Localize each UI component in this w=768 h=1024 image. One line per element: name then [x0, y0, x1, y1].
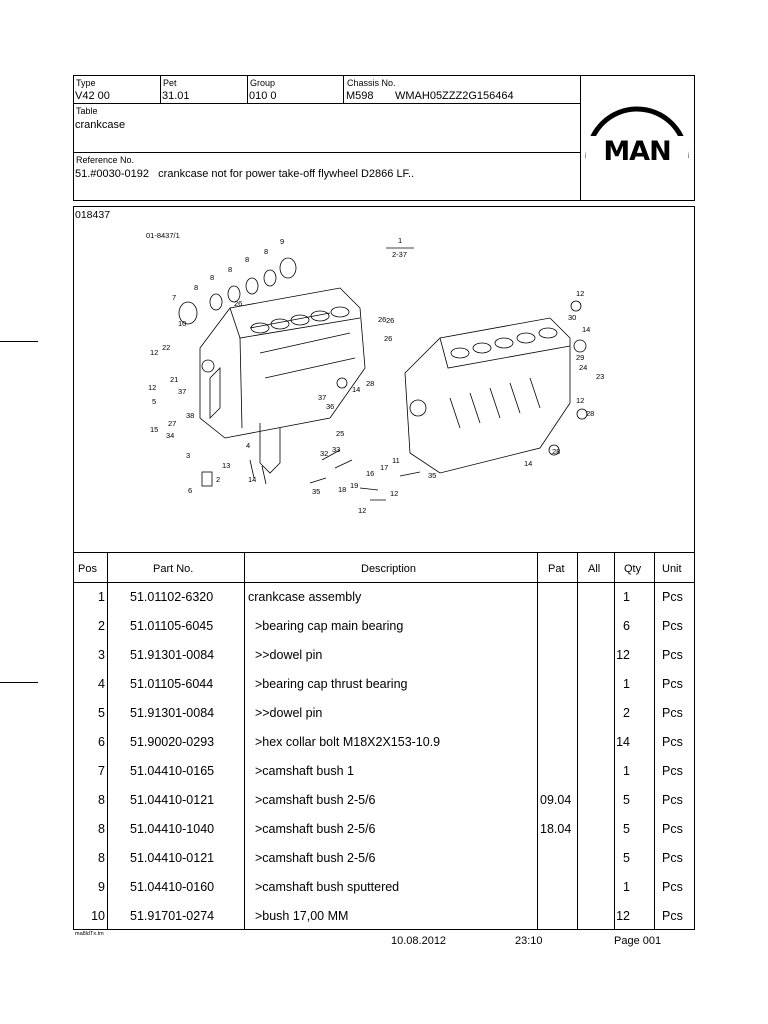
type-value: V42 00 — [75, 90, 110, 102]
row-pos: 10 — [91, 909, 105, 923]
row-unit: Pcs — [662, 706, 683, 720]
table-row — [74, 787, 694, 816]
callout: 12 — [358, 506, 367, 515]
callout: 22 — [162, 343, 171, 352]
footer-file: ma8ldTx.tm — [75, 931, 104, 937]
footer-time: 23:10 — [515, 935, 543, 947]
row-part-no: 51.91301-0084 — [130, 648, 215, 662]
row-part-no: 51.90020-0293 — [130, 735, 215, 749]
table-row — [74, 816, 694, 845]
column-header-pat: Pat — [548, 563, 565, 575]
callout: 29 — [576, 353, 585, 362]
table-row — [74, 584, 694, 613]
row-unit: Pcs — [662, 677, 683, 691]
row-part-no: 51.04410-0121 — [130, 851, 215, 865]
margin-mark-bottom — [0, 682, 38, 683]
row-part-no: 51.04410-0160 — [130, 880, 215, 894]
diagram-ref-bottom: 2-37 — [392, 250, 408, 259]
column-header-description: Description — [361, 563, 417, 575]
chassis-label: Chassis No. — [347, 78, 396, 88]
callout: 28 — [552, 447, 561, 456]
callout: 37 — [318, 393, 327, 402]
callout: 13 — [222, 461, 231, 470]
row-unit: Pcs — [662, 909, 683, 923]
row-description: >camshaft bush 2-5/6 — [248, 793, 376, 807]
diagram-sub-id: 01-8437/1 — [146, 231, 180, 240]
callout: 16 — [366, 469, 375, 478]
row-part-no: 51.01105-6045 — [130, 619, 214, 633]
table-row — [74, 903, 694, 932]
row-pos: 1 — [98, 590, 105, 604]
callout: 32 — [320, 449, 329, 458]
row-part-no: 51.04410-1040 — [130, 822, 215, 836]
row-description: crankcase assembly — [248, 590, 362, 604]
callout: 12 — [150, 348, 159, 357]
callout: 30 — [568, 313, 577, 322]
row-qty: 14 — [616, 735, 630, 749]
callout: 18 — [338, 485, 347, 494]
callout: 34 — [166, 431, 175, 440]
row-pos: 6 — [98, 735, 105, 749]
row-part-no: 51.91301-0084 — [130, 706, 215, 720]
callout: 24 — [579, 363, 588, 372]
row-qty: 1 — [623, 880, 630, 894]
callout: 38 — [186, 411, 195, 420]
callout: 8 — [228, 265, 233, 274]
row-qty: 1 — [623, 590, 630, 604]
header-col1-divider — [160, 75, 161, 103]
row-qty: 5 — [623, 851, 630, 865]
row-pos: 8 — [98, 851, 105, 865]
table-row — [74, 845, 694, 874]
row-unit: Pcs — [662, 851, 683, 865]
row-part-no: 51.04410-0165 — [130, 764, 215, 778]
header-logo-divider — [580, 75, 581, 201]
group-label: Group — [250, 78, 276, 88]
row-description: >>dowel pin — [248, 706, 323, 720]
row-pat: 18.04 — [540, 822, 572, 836]
callout: 26 — [384, 334, 393, 343]
header-row2-divider — [73, 152, 580, 153]
row-qty: 12 — [616, 909, 630, 923]
row-unit: Pcs — [662, 590, 683, 604]
row-pos: 4 — [98, 677, 105, 691]
row-description: >bush 17,00 MM — [248, 909, 349, 923]
callout: 5 — [152, 397, 157, 406]
row-unit: Pcs — [662, 764, 683, 778]
callout: 14 — [248, 475, 257, 484]
table-row — [74, 729, 694, 758]
row-qty: 2 — [623, 706, 630, 720]
callout: 14 — [582, 325, 591, 334]
reference-value: 51.#0030-0192 crankcase not for power take-off flywheel D2866 LF.. — [75, 168, 415, 180]
column-header-qty: Qty — [624, 563, 642, 575]
callout: 36 — [326, 402, 335, 411]
callout: 9 — [280, 237, 285, 246]
callout: 3 — [186, 451, 191, 460]
row-qty: 6 — [623, 619, 630, 633]
callout: 12 — [576, 289, 585, 298]
row-unit: Pcs — [662, 793, 683, 807]
header-col2-divider — [247, 75, 248, 103]
row-pos: 7 — [98, 764, 105, 778]
small-parts-drawing — [202, 301, 587, 500]
table-row — [74, 758, 694, 787]
callout: 27 — [168, 419, 177, 428]
callout: 14 — [524, 459, 533, 468]
callout: 12 — [576, 396, 585, 405]
row-description: >bearing cap main bearing — [248, 619, 404, 633]
row-description: >camshaft bush 1 — [248, 764, 354, 778]
row-unit: Pcs — [662, 880, 683, 894]
table-row — [74, 874, 694, 903]
row-description: >camshaft bush 2-5/6 — [248, 851, 376, 865]
row-part-no: 51.01105-6044 — [130, 677, 214, 691]
header-col3-divider — [343, 75, 344, 103]
row-description: >hex collar bolt M18X2X153-10.9 — [248, 735, 441, 749]
row-pos: 5 — [98, 706, 105, 720]
margin-mark-top — [0, 341, 38, 342]
callout: 35 — [312, 487, 321, 496]
table-row — [74, 700, 694, 729]
table-label: Table — [76, 106, 98, 116]
column-header-all: All — [588, 563, 601, 575]
chassis-value: WMAH05ZZZ2G156464 — [395, 90, 514, 102]
row-unit: Pcs — [662, 648, 683, 662]
column-header-part: Part No. — [153, 563, 194, 575]
row-qty: 5 — [623, 822, 630, 836]
table-row — [74, 642, 694, 671]
row-pos: 9 — [98, 880, 105, 894]
footer-page: Page 001 — [614, 935, 662, 947]
row-part-no: 51.04410-0121 — [130, 793, 215, 807]
row-description: >camshaft bush sputtered — [248, 880, 400, 894]
row-qty: 12 — [616, 648, 630, 662]
row-pos: 8 — [98, 793, 105, 807]
exploded-crankcase-diagram — [130, 228, 610, 528]
man-logo — [582, 100, 692, 180]
row-unit: Pcs — [662, 735, 683, 749]
reference-label: Reference No. — [76, 155, 135, 165]
group-value: 010 0 — [249, 90, 277, 102]
row-unit: Pcs — [662, 619, 683, 633]
callout: 15 — [150, 425, 159, 434]
callout: 26 — [234, 299, 243, 308]
callout: 7 — [172, 293, 177, 302]
header-row1-divider — [73, 103, 580, 104]
column-header-unit: Unit — [662, 563, 682, 575]
row-pos: 3 — [98, 648, 105, 662]
callout: 14 — [352, 385, 361, 394]
pet-value: 31.01 — [162, 90, 190, 102]
table-value: crankcase — [75, 119, 126, 131]
row-unit: Pcs — [662, 822, 683, 836]
chassis-model: M598 — [346, 90, 374, 102]
callout: 10 — [178, 319, 187, 328]
row-part-no: 51.91701-0274 — [130, 909, 215, 923]
callout: 12 — [148, 383, 157, 392]
callout: 19 — [350, 481, 359, 490]
callout: 8 — [194, 283, 199, 292]
callout: 23 — [596, 372, 605, 381]
table-row — [74, 671, 694, 700]
diagram-id: 018437 — [75, 209, 111, 221]
callout: 8 — [264, 247, 269, 256]
callout: 37 — [178, 387, 187, 396]
callout: 33 — [332, 445, 341, 454]
type-label: Type — [76, 78, 96, 88]
row-description: >>dowel pin — [248, 648, 323, 662]
row-qty: 1 — [623, 677, 630, 691]
pet-label: Pet — [163, 78, 177, 88]
row-qty: 5 — [623, 793, 630, 807]
callout: 2 — [216, 475, 221, 484]
callout: 6 — [188, 486, 193, 495]
row-qty: 1 — [623, 764, 630, 778]
table-header-bottom — [73, 582, 695, 583]
callout: 26 — [378, 315, 387, 324]
table-row — [74, 613, 694, 642]
row-description: >bearing cap thrust bearing — [248, 677, 408, 691]
crankcase-right-drawing — [405, 318, 570, 473]
callout-numbers — [148, 237, 604, 515]
callout: 21 — [170, 375, 179, 384]
row-pos: 8 — [98, 822, 105, 836]
callout: 35 — [428, 471, 437, 480]
column-header-pos: Pos — [78, 563, 97, 575]
callout: 26 — [386, 316, 395, 325]
callout: 4 — [246, 441, 251, 450]
row-part-no: 51.01102-6320 — [130, 590, 214, 604]
callout: 28 — [366, 379, 375, 388]
row-pos: 2 — [98, 619, 105, 633]
callout: 17 — [380, 463, 389, 472]
callout: 28 — [586, 409, 595, 418]
callout: 12 — [390, 489, 399, 498]
callout: 11 — [392, 456, 400, 465]
callout: 8 — [210, 273, 215, 282]
diagram-ref-top: 1 — [398, 236, 403, 245]
row-pat: 09.04 — [540, 793, 572, 807]
callout: 25 — [336, 429, 345, 438]
footer-date: 10.08.2012 — [391, 935, 447, 947]
callout: 8 — [245, 255, 250, 264]
table-header-top — [73, 552, 695, 553]
man-logo-text: MAN — [586, 136, 688, 167]
row-description: >camshaft bush 2-5/6 — [248, 822, 376, 836]
